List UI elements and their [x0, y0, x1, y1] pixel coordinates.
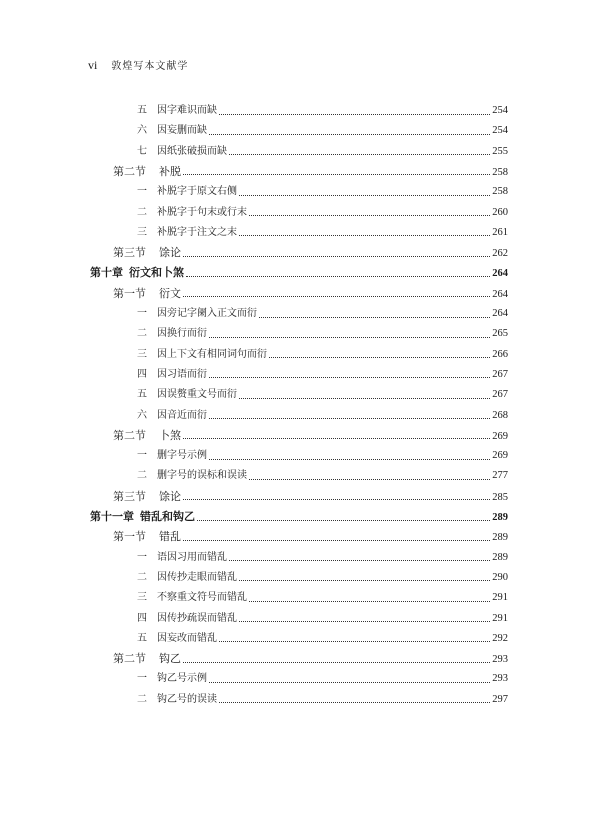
toc-entry-number: 第二节	[113, 164, 146, 178]
toc-item	[137, 468, 508, 484]
toc-page-number: 297	[492, 693, 508, 705]
toc-section	[113, 286, 508, 302]
toc-page-number: 291	[492, 592, 508, 604]
dot-leader	[239, 398, 490, 399]
toc-entry-number: 二	[137, 693, 147, 705]
toc-entry-number: 第三节	[113, 246, 146, 260]
dot-leader	[209, 682, 490, 683]
dot-leader	[249, 601, 490, 602]
dot-leader	[209, 418, 490, 419]
dot-leader	[183, 438, 490, 439]
toc-page-number: 255	[492, 145, 508, 157]
toc-item	[137, 103, 508, 119]
toc-chapter	[90, 265, 508, 281]
toc-entry-number: 第三节	[113, 489, 146, 503]
toc-entry-title: 卜煞	[159, 428, 181, 442]
toc-page-number: 260	[492, 206, 508, 218]
toc-section	[113, 245, 508, 261]
toc-entry-title: 钩乙号示例	[157, 673, 207, 685]
toc-entry-number: 五	[137, 105, 147, 116]
toc-entry-number: 五	[137, 389, 147, 401]
toc-item	[137, 671, 508, 687]
toc-entry-title: 钩乙号的误读	[157, 693, 217, 705]
toc-entry-title: 补脱字于原文右侧	[157, 186, 237, 198]
toc-entry-number: 五	[137, 632, 147, 644]
toc-section	[113, 529, 508, 545]
toc-entry-number: 第一节	[113, 530, 146, 544]
dot-leader	[209, 337, 490, 338]
toc-page-number: 292	[492, 632, 508, 644]
toc-entry-title: 衍文	[159, 286, 181, 300]
running-header	[88, 57, 188, 73]
toc-item	[137, 225, 508, 241]
toc-entry-number: 第二节	[113, 428, 146, 442]
dot-leader	[219, 641, 490, 642]
page-number: vi	[88, 58, 98, 72]
toc-entry-title: 因上下文有相同词句而衍	[157, 348, 267, 360]
toc-entry-number: 第十章	[90, 266, 123, 280]
toc-entry-title: 补脱字于注文之末	[157, 226, 237, 238]
dot-leader	[219, 702, 490, 703]
toc-page-number: 265	[492, 328, 508, 340]
toc-entry-title: 因换行而衍	[157, 328, 207, 340]
toc-item	[137, 144, 508, 160]
dot-leader	[229, 560, 490, 561]
toc-item	[137, 570, 508, 586]
toc-page-number: 261	[492, 226, 508, 238]
toc-page-number: 267	[492, 389, 508, 401]
toc-chapter	[90, 509, 508, 525]
toc-entry-number: 一	[137, 450, 147, 462]
toc-page-number: 293	[492, 654, 508, 666]
toc-entry-number: 三	[137, 348, 147, 360]
toc-page-number: 264	[492, 268, 508, 280]
dot-leader	[239, 195, 490, 196]
toc-section	[113, 489, 508, 505]
book-title: 敦煌写本文献学	[111, 61, 189, 72]
toc-page-number: 268	[492, 409, 508, 421]
toc-entry-title: 因妄删而缺	[157, 125, 207, 137]
toc-entry-title: 错乱	[159, 530, 181, 544]
toc-section	[113, 164, 508, 180]
toc-entry-title: 补脱	[159, 164, 181, 178]
toc-page-number: 264	[492, 308, 508, 319]
toc-item	[137, 387, 508, 403]
dot-leader	[186, 276, 490, 277]
toc-entry-number: 二	[137, 328, 147, 340]
toc-entry-number: 第十一章	[90, 510, 134, 523]
dot-leader	[209, 134, 490, 135]
toc-entry-number: 一	[137, 551, 147, 563]
toc-entry-title: 删字号示例	[157, 450, 207, 462]
toc-item	[137, 590, 508, 606]
toc-entry-number: 三	[137, 226, 147, 238]
toc-page-number: 293	[492, 673, 508, 685]
toc-page-number: 262	[492, 248, 508, 260]
toc-entry-number: 一	[137, 308, 147, 319]
dot-leader	[183, 256, 490, 257]
toc-page-number: 258	[492, 166, 508, 178]
toc-entry-number: 四	[137, 612, 147, 624]
dot-leader	[197, 520, 490, 521]
toc-item	[137, 448, 508, 464]
toc-item	[137, 692, 508, 708]
toc-entry-title: 因误赘重文号而衍	[157, 389, 237, 401]
dot-leader	[209, 459, 490, 460]
toc-item	[137, 631, 508, 647]
toc-page-number: 258	[492, 186, 508, 198]
toc-entry-number: 二	[137, 571, 147, 583]
toc-item	[137, 326, 508, 342]
toc-item	[137, 184, 508, 200]
toc-entry-title: 衍文和卜煞	[129, 266, 184, 280]
toc-page-number: 289	[492, 551, 508, 563]
toc-entry-title: 因旁记字阑入正文而衍	[157, 308, 257, 319]
toc-item	[137, 306, 508, 322]
toc-entry-number: 第二节	[113, 652, 146, 666]
dot-leader	[249, 215, 490, 216]
dot-leader	[239, 235, 490, 236]
toc-entry-title: 因传抄疏误而错乱	[157, 612, 237, 624]
toc-page-number: 254	[492, 105, 508, 116]
toc-item	[137, 611, 508, 627]
toc-entry-number: 三	[137, 592, 147, 604]
toc-section	[113, 428, 508, 444]
toc-item	[137, 347, 508, 363]
toc-entry-title: 因字难识而缺	[157, 105, 217, 116]
dot-leader	[259, 317, 490, 318]
toc-entry-title: 补脱字于句末或行末	[157, 206, 247, 218]
toc-page-number: 289	[492, 512, 508, 523]
toc-page-number: 254	[492, 125, 508, 137]
dot-leader	[183, 499, 490, 500]
toc-entry-title: 因习语而衍	[157, 368, 207, 380]
toc-entry-title: 不察重文符号而错乱	[157, 592, 247, 604]
dot-leader	[183, 174, 490, 175]
toc-page-number: 269	[492, 450, 508, 462]
toc-entry-title: 语因习用而错乱	[157, 551, 227, 563]
toc-item	[137, 550, 508, 566]
toc-item	[137, 123, 508, 139]
toc-entry-title: 删字号的误标和误读	[157, 470, 247, 482]
toc-entry-number: 四	[137, 368, 147, 380]
toc-page-number: 291	[492, 612, 508, 624]
toc-entry-number: 二	[137, 470, 147, 482]
dot-leader	[183, 662, 490, 663]
toc-entry-title: 钩乙	[159, 652, 181, 666]
toc-page-number: 289	[492, 532, 508, 544]
toc-entry-number: 六	[137, 409, 147, 421]
toc-item	[137, 408, 508, 424]
toc-entry-title: 馀论	[159, 489, 181, 503]
toc-page-number: 277	[492, 470, 508, 482]
toc-page-number: 285	[492, 491, 508, 503]
dot-leader	[209, 377, 490, 378]
toc-entry-number: 一	[137, 673, 147, 685]
dot-leader	[249, 479, 490, 480]
toc-entry-number: 第一节	[113, 286, 146, 300]
toc-entry-title: 因妄改而错乱	[157, 632, 217, 644]
toc-page-number: 269	[492, 430, 508, 442]
toc-page-number: 267	[492, 368, 508, 380]
dot-leader	[239, 621, 490, 622]
dot-leader	[229, 154, 490, 155]
toc-page-number: 290	[492, 571, 508, 583]
dot-leader	[269, 357, 490, 358]
toc-entry-number: 六	[137, 125, 147, 137]
dot-leader	[183, 296, 490, 297]
toc-page-number: 264	[492, 288, 508, 300]
toc-entry-title: 因音近而衍	[157, 409, 207, 421]
toc-item	[137, 367, 508, 383]
toc-section	[113, 651, 508, 667]
toc-entry-number: 二	[137, 206, 147, 218]
toc-entry-number: 一	[137, 186, 147, 198]
dot-leader	[239, 580, 490, 581]
dot-leader	[219, 114, 490, 115]
toc-entry-title: 因传抄走眼而错乱	[157, 571, 237, 583]
toc-entry-title: 馀论	[159, 246, 181, 260]
dot-leader	[183, 540, 490, 541]
toc-item	[137, 205, 508, 221]
toc-page-number: 266	[492, 348, 508, 360]
toc-entry-number: 七	[137, 145, 147, 157]
toc-entry-title: 因纸张破损而缺	[157, 145, 227, 157]
toc-entry-title: 错乱和钩乙	[140, 510, 195, 523]
